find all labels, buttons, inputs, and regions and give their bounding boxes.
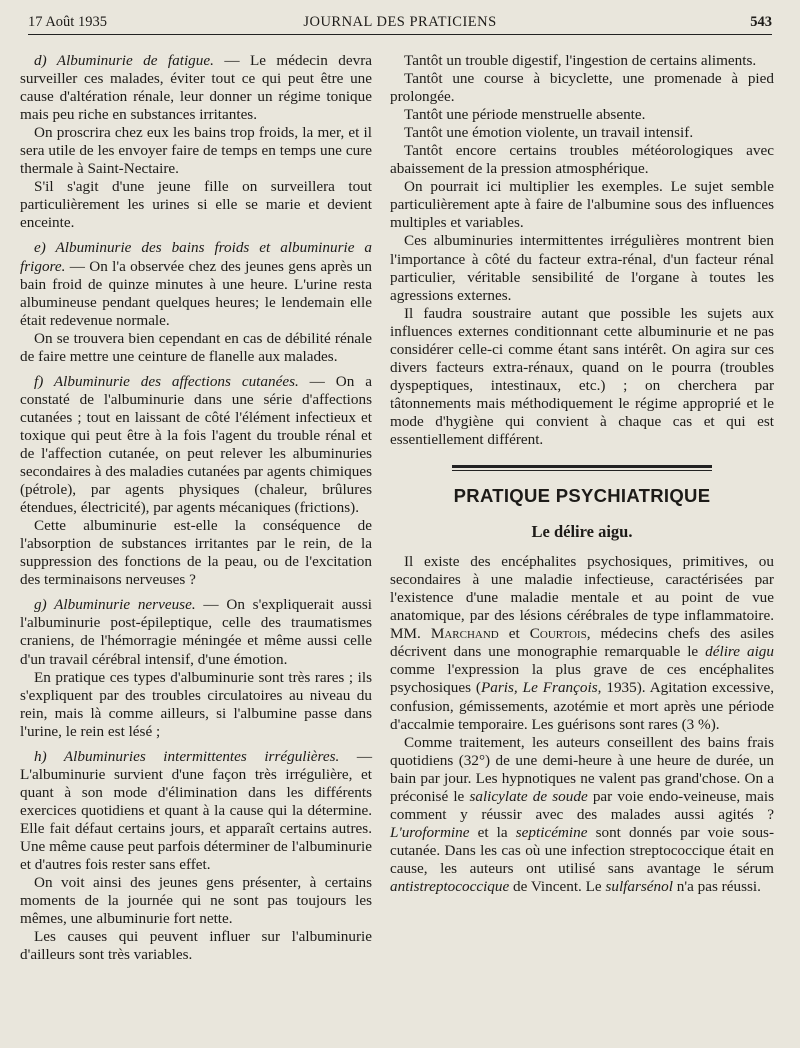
author-courtois: Courtois bbox=[529, 625, 587, 643]
header-date: 17 Août 1935 bbox=[28, 14, 107, 30]
text-run: n'a pas réussi. bbox=[672, 877, 761, 895]
text-run: , 1935). Agitation excessive, confusion, gémissements, azotémie et mort après une période d'accalmie temporaire. Les guérisons sont rares (3 %). bbox=[390, 679, 774, 733]
text-run: Il existe des encéphalites psychosiques, primitives, ou secondaires à une maladie infectieuse, caractérisées par l'existence d'une maladie mentale et au point de vue anatomique, par des lésions cérébrales de type inflammatoire. MM. bbox=[390, 553, 774, 643]
term-antistreptococcique: antistreptococcique bbox=[390, 877, 510, 895]
paragraph-d bbox=[20, 52, 372, 124]
article-paragraph-2 bbox=[390, 734, 774, 896]
publisher-reference: Paris, Le François bbox=[481, 679, 598, 697]
paragraph-r7: Ces albuminuries intermittentes irrégulières montrent bien l'importance à côté du facteur extra-rénal, d'un facteur rénal particulier, véritable sensibilité de l'organe à toutes les agressions externes. bbox=[390, 232, 774, 304]
paragraph-r4: Tantôt une émotion violente, un travail intensif. bbox=[404, 124, 694, 142]
paragraph-f-text: — On a constaté de l'albuminurie dans une série d'affections cutanées ; tout en laissant de côté l'élément infectieux et toxique qui peut être à la fois l'agent du trouble rénal et de l'affection cutanée, on peut relever les albuminuries secondaires à des maladies cutanées par agents chimiques (pétrole), par agents physiques (chaleur, brûlures étendues, électricité), par agents mécaniques (frictions). bbox=[20, 372, 372, 517]
paragraph-r2: Tantôt une course à bicyclette, une promenade à pied prolongée. bbox=[390, 70, 774, 106]
paragraph-r1: Tantôt un trouble digestif, l'ingestion de certains aliments. bbox=[404, 52, 757, 69]
paragraph-h bbox=[20, 748, 372, 874]
paragraph-g2: En pratique ces types d'albuminurie sont très rares ; ils s'expliquent par des troubles circulatoires au niveau du rein, mais là comme ailleurs, si l'albumine passe dans l'urine, le rein est lésé ; bbox=[20, 668, 372, 740]
term-delire-aigu: délire aigu bbox=[705, 643, 774, 661]
right-column bbox=[390, 52, 774, 896]
heading-affections-cutanees: f) Albuminurie des affections cutanées. bbox=[34, 372, 299, 390]
section-title: PRATIQUE PSYCHIATRIQUE bbox=[453, 485, 711, 507]
text-run: de Vincent. Le bbox=[509, 877, 606, 895]
text-run: et la bbox=[469, 823, 516, 841]
article-title: Le délire aigu. bbox=[531, 522, 633, 542]
text-run: et bbox=[498, 625, 530, 643]
section-divider bbox=[452, 465, 712, 471]
paragraph-d3: S'il s'agit d'une jeune fille on surveillera tout particulièrement les urines si elle se marie et devient enceinte. bbox=[20, 178, 372, 232]
divider-thick-line bbox=[452, 465, 712, 468]
text-run: Comme traitement, les auteurs conseillent des bains frais quotidiens (32°) de une demi-heure à une heure de durée, un bain par jour. Les hypnotiques ne valent pas grand'chose. On a préconisé le bbox=[390, 733, 774, 805]
paragraph-f bbox=[20, 373, 372, 517]
text-run: comme l'expression la plus grave de ces encéphalites psychosiques ( bbox=[390, 661, 774, 697]
text-run: sont donnés par voie sous-cutanée. Dans les cas où une infection streptococcique était en cause, les auteurs ont utilisé sans avantage le sérum bbox=[390, 823, 775, 877]
paragraph-d2: On proscrira chez eux les bains trop froids, la mer, et il sera utile de les envoyer faire de temps en temps une cure thermale à Saint-Nectaire. bbox=[20, 124, 372, 178]
paragraph-r6: On pourrait ici multiplier les exemples. Le sujet semble particulièrement apte à faire de l'albumine sous des influences multiples et variables. bbox=[390, 178, 774, 232]
paragraph-e bbox=[20, 239, 372, 329]
term-salicylate: salicylate de soude bbox=[469, 787, 588, 805]
divider-thin-line bbox=[452, 470, 712, 471]
heading-bains-froids: e) Albuminurie des bains froids et albuminurie a frigore. bbox=[20, 239, 372, 275]
paragraph-r3: Tantôt une période menstruelle absente. bbox=[404, 106, 646, 124]
paragraph-g bbox=[20, 596, 372, 668]
term-uroformine: L'uroformine bbox=[390, 823, 470, 841]
heading-nerveuse: g) Albuminurie nerveuse. bbox=[34, 596, 196, 614]
term-sulfarsenol: sulfarsénol bbox=[605, 877, 673, 895]
page-header bbox=[28, 12, 772, 35]
paragraph-h2: On voit ainsi des jeunes gens présenter, à certains moments de la journée qui ne sont pas toujours les mêmes, une albuminurie fort nette. bbox=[20, 874, 372, 928]
paragraph-d-text: — Le médecin devra surveiller ces malades, éviter tout ce qui peut être une cause d'altération rénale, leur donner un régime tonique mais peu riche en substances irritantes. bbox=[20, 52, 372, 124]
paragraph-r5: Tantôt encore certains troubles météorologiques avec abaissement de la pression atmosphérique. bbox=[390, 142, 774, 178]
article-paragraph-1 bbox=[390, 553, 774, 733]
paragraph-g-text: — On s'expliquerait aussi l'albuminurie post-épileptique, celle des traumatismes craniens, de l'hémorragie méningée et même aussi celle d'un travail cérébral intensif, d'une émotion. bbox=[20, 596, 373, 668]
left-column bbox=[20, 52, 372, 964]
paragraph-e2: On se trouvera bien cependant en cas de débilité rénale de faire mettre une ceinture de flanelle aux malades. bbox=[20, 329, 372, 365]
paragraph-h3: Les causes qui peuvent influer sur l'albuminurie d'ailleurs sont très variables. bbox=[20, 928, 372, 964]
heading-intermittentes: h) Albuminuries intermittentes irrégulières. bbox=[34, 747, 340, 765]
header-journal-title: JOURNAL DES PRATICIENS bbox=[303, 14, 497, 30]
paragraph-f2: Cette albuminurie est-elle la conséquence de l'absorption de substances irritantes par le rein, de la suppression des fonctions de la peau, ou de l'excitation des terminaisons nerveuses ? bbox=[20, 517, 372, 589]
text-run: , médecins chefs des asiles décrivent dans une monographie remarquable le bbox=[390, 625, 774, 661]
paragraph-r8: Il faudra soustraire autant que possible les sujets aux influences externes conditionnant cette albuminurie et ne pas considérer celle-ci comme étant sans intérêt. On agira sur ces divers facteurs extra-rénaux, quand on le pourra (troubles dyspeptiques, intestinaux, etc.) ; on cherchera par tâtonnements mais méthodiquement le régime approprié et le mode d'hygiène qui convient à chaque cas et qui est essentiellement différent. bbox=[390, 304, 774, 448]
text-run: par voie endo-veineuse, mais comment y réussir avec des malades aussi agités ? bbox=[390, 787, 774, 823]
paragraph-h-text: — L'albuminurie survient d'une façon très irrégulière, et quant à son mode d'élimination dans les différents exercices quotidiens et quant à la cause qui la détermine. Elle fait défaut certains jours, et apparaît certains autres. Une même cause peut parfois déterminer de l'albuminurie et d'autres fois rester sans effet. bbox=[20, 747, 372, 874]
header-page-number: 543 bbox=[750, 14, 772, 30]
term-septicemine: septicémine bbox=[515, 823, 588, 841]
paragraph-e-text: — On l'a observée chez des jeunes gens après un bain froid de quinze minutes à une heure. L'urine resta albumineuse pendant quelques heures; le lendemain elle était redevenue normale. bbox=[20, 257, 372, 329]
heading-fatigue: d) Albuminurie de fatigue. bbox=[34, 52, 214, 69]
author-marchand: Marchand bbox=[430, 625, 499, 643]
